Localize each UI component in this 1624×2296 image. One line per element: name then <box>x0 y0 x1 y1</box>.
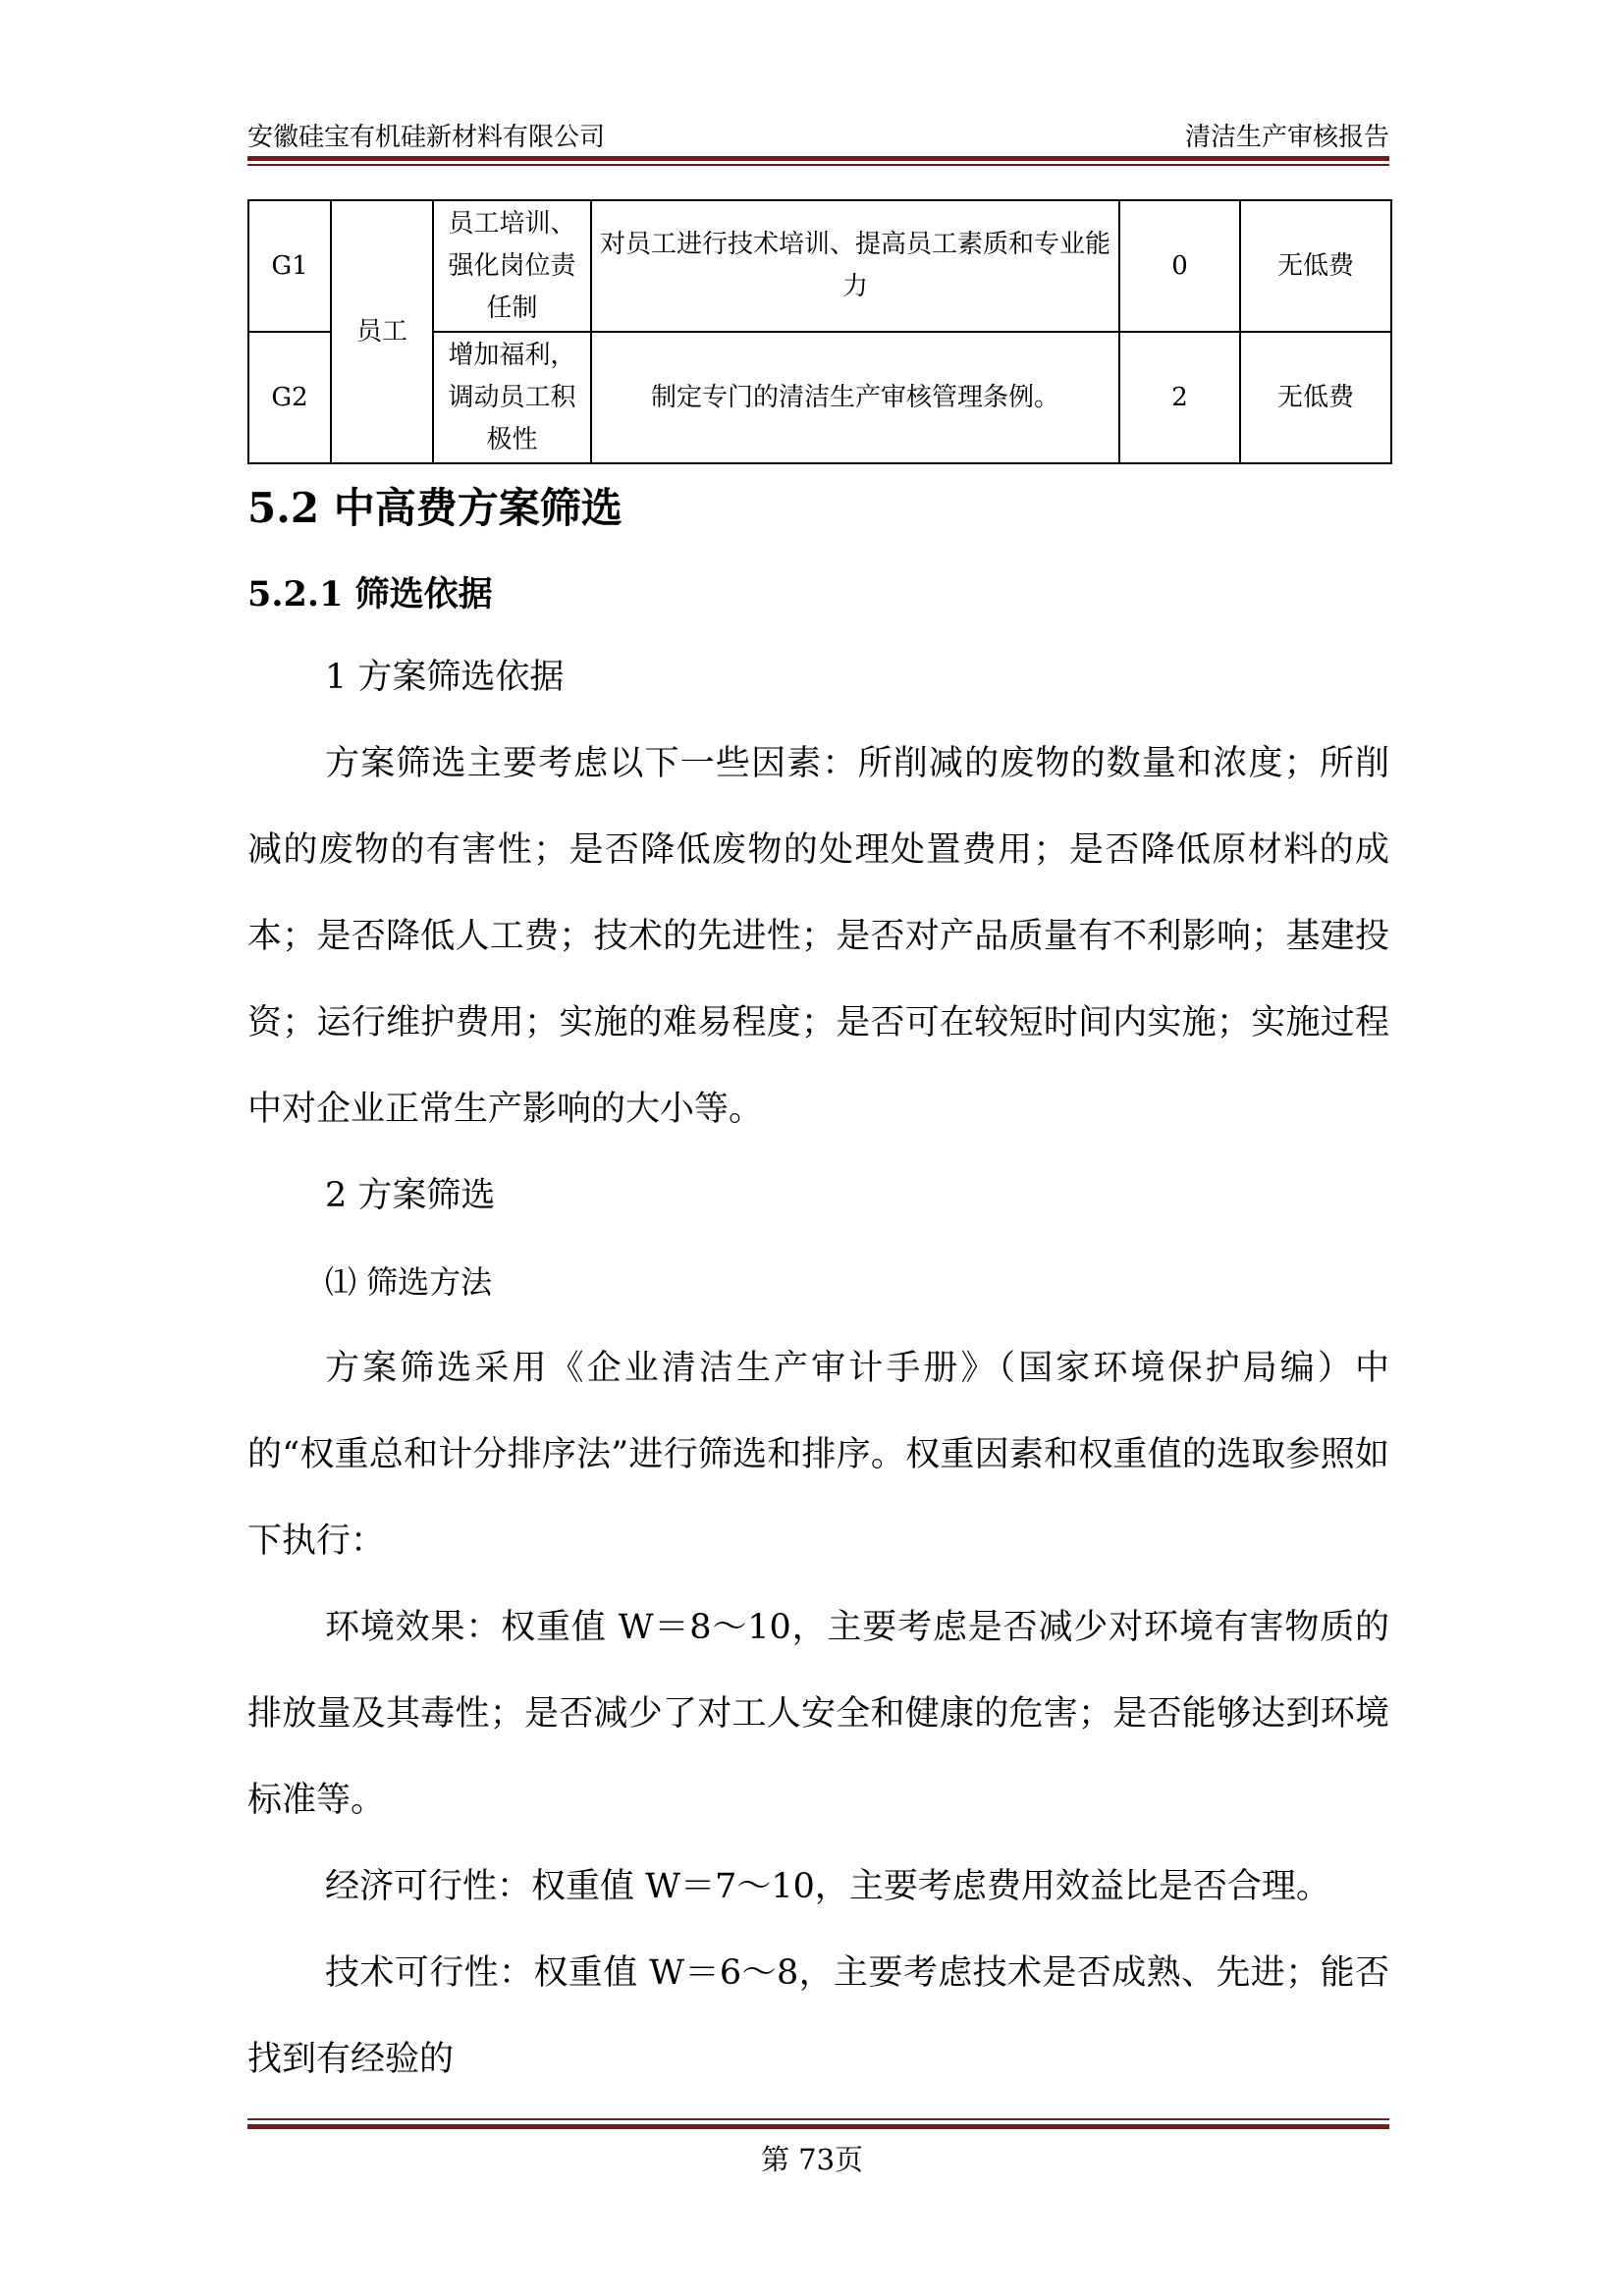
paragraph-technical: 技术可行性：权重值 W＝6～8，主要考虑技术是否成熟、先进；能否找到有经验的 <box>247 1953 1389 2079</box>
sub-item-method: ⑴ 筛选方法 <box>325 1263 493 1301</box>
paragraph-environment: 环境效果：权重值 W＝8～10，主要考虑是否减少对环境有害物质的排放量及其毒性；是否减少了对工人安全和健康的危害；是否能够达到环境标准等。 <box>247 1608 1389 1820</box>
footer-rule-thick <box>247 2124 1389 2129</box>
row-category: 员工 <box>331 200 433 463</box>
page-header <box>247 113 1389 156</box>
list-item-2: 2 方案筛选 <box>325 1176 496 1215</box>
measures-table <box>247 199 1392 464</box>
paragraph-economic: 经济可行性：权重值 W＝7～10，主要考虑费用效益比是否合理。 <box>325 1867 1330 1906</box>
section-heading: 5.2 中高费方案筛选 <box>247 484 623 532</box>
header-rule-thin <box>247 164 1389 166</box>
row-investment: 2 <box>1119 332 1240 463</box>
row-content: 制定专门的清洁生产审核管理条例。 <box>591 332 1119 463</box>
row-content: 对员工进行技术培训、提高员工素质和专业能力 <box>591 200 1119 332</box>
row-id: G2 <box>248 332 331 463</box>
row-name: 员工培训、强化岗位责任制 <box>433 200 591 332</box>
header-rule-thick <box>247 156 1389 161</box>
page-number: 第 73页 <box>760 2143 864 2176</box>
paragraph-factors: 方案筛选主要考虑以下一些因素：所削减的废物的数量和浓度；所削减的废物的有害性；是否降低废物的处理处置费用；是否降低原材料的成本；是否降低人工费；技术的先进性；是否对产品质量有不利影响；基建投资；运行维护费用；实施的难易程度；是否可在较短时间内实施；实施过程中对企业正常生产影响的大小等。 <box>247 744 1389 1129</box>
report-title: 清洁生产审核报告 <box>1184 123 1389 152</box>
footer-rule-thin <box>247 2118 1389 2120</box>
list-item-1: 1 方案筛选依据 <box>325 658 565 697</box>
subsection-heading: 5.2.1 筛选依据 <box>247 574 493 614</box>
body-text <box>247 634 1389 2103</box>
row-name: 增加福利，调动员工积极性 <box>433 332 591 463</box>
row-investment: 0 <box>1119 200 1240 332</box>
table-row <box>248 200 1391 332</box>
row-type: 无低费 <box>1240 332 1391 463</box>
row-type: 无低费 <box>1240 200 1391 332</box>
row-id: G1 <box>248 200 331 332</box>
paragraph-method: 方案筛选采用《企业清洁生产审计手册》（国家环境保护局编）中的“权重总和计分排序法”进行筛选和排序。权重因素和权重值的选取参照如下执行： <box>247 1349 1389 1561</box>
company-name: 安徽硅宝有机硅新材料有限公司 <box>247 123 606 152</box>
